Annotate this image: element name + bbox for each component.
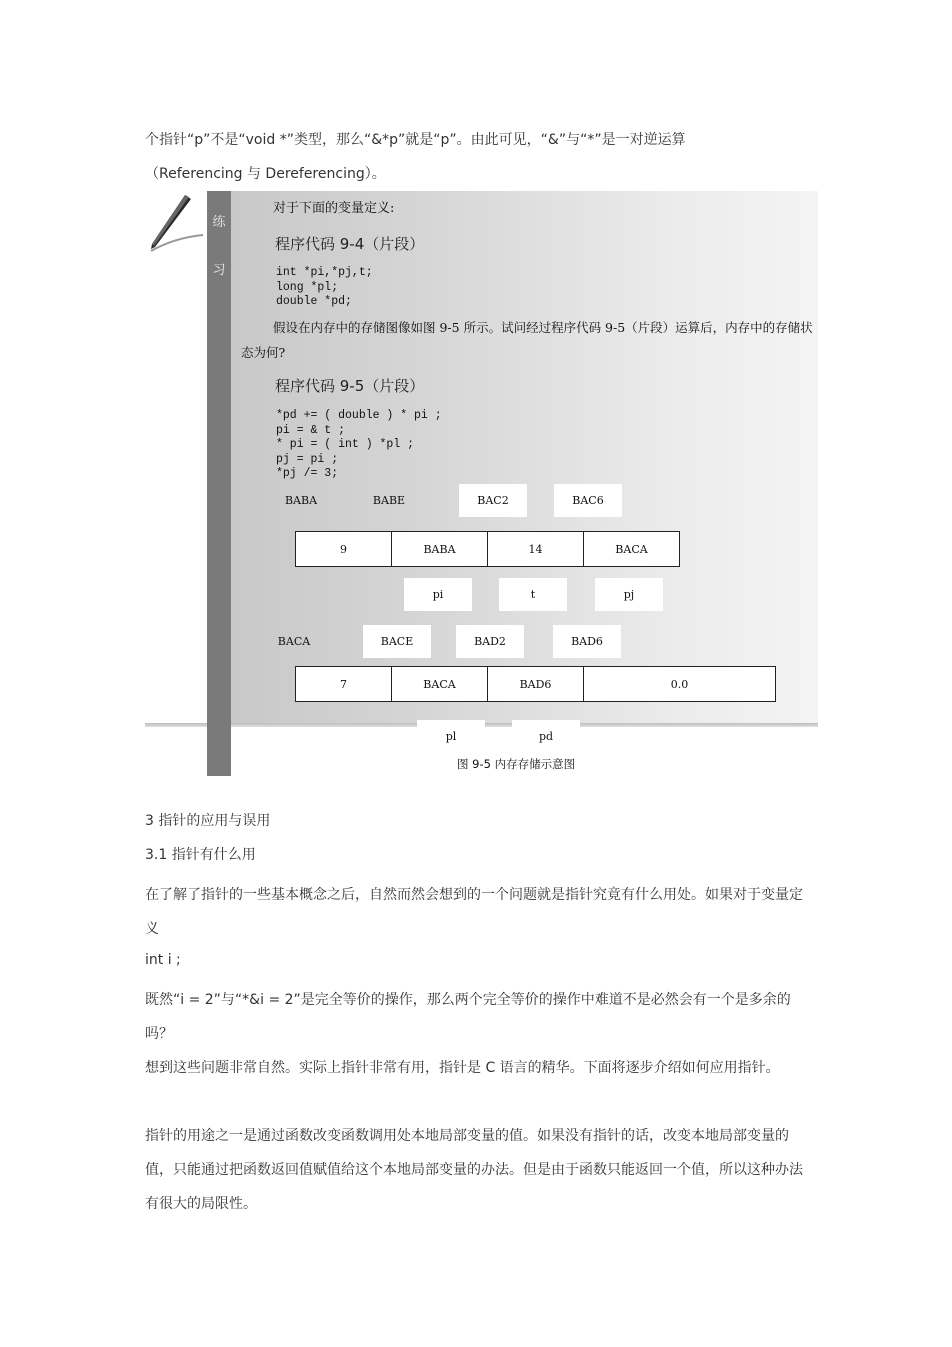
paragraph-4: 指针的用途之一是通过函数改变函数调用处本地局部变量的值。如果没有指针的话，改变本地局部变量的值，只能通过把函数返回值赋值给这个本地局部变量的办法。但是由于函数只能返回一个值，所以这种办法有很大的局限性。 <box>145 1128 803 1212</box>
paragraph-3: 想到这些问题非常自然。实际上指针非常有用，指针是 C 语言的精华。下面将逐步介绍如何应用指针。 <box>145 1060 780 1076</box>
paragraph-1: 在了解了指针的一些基本概念之后，自然而然会想到的一个问题就是指针究竟有什么用处。如果对于变量定义 <box>145 887 803 937</box>
address-label: BACE <box>363 625 431 658</box>
variable-label: pl <box>417 720 485 753</box>
code-block-9-5: *pd += ( double ) * pi ; pi = & t ; * pi = ( int ) *pl ; pj = pi ; *pj /= 3; <box>276 409 442 480</box>
side-label-exercise: 习 <box>212 263 226 278</box>
address-label: BABA <box>284 494 318 507</box>
address-label: BAD6 <box>553 625 621 658</box>
section-subheading: 3.1 指针有什么用 <box>145 847 256 863</box>
variable-label: pj <box>595 578 663 611</box>
memory-cell: 7 <box>296 667 392 701</box>
memory-cell: 14 <box>488 532 584 566</box>
side-label-practice: 练 <box>212 215 226 230</box>
memory-cell: BACA <box>392 667 488 701</box>
address-label: BAC2 <box>459 484 527 517</box>
memory-row-2 <box>295 666 776 702</box>
variable-label: pi <box>404 578 472 611</box>
intro-line-1: 个指针“p”不是“void *”类型，那么“&*p”就是“p”。由此可见，“&”与“*”是一对逆运算 <box>145 132 686 148</box>
code-title-9-5: 程序代码 9-5（片段） <box>275 377 425 395</box>
variable-label: pd <box>512 720 580 753</box>
paragraph-2: 既然“i = 2”与“*&i = 2”是完全等价的操作，那么两个完全等价的操作中难道不是必然会有一个是多余的吗？ <box>145 992 791 1042</box>
memory-cell: 9 <box>296 532 392 566</box>
exercise-question: 假设在内存中的存储图像如图 9-5 所示。试问经过程序代码 9-5（片段）运算后，内存中的存储状态为何? <box>241 320 813 360</box>
address-label: BACA <box>277 635 311 648</box>
variable-label: t <box>499 578 567 611</box>
code-line: int i ; <box>145 952 181 968</box>
figure-caption: 图 9-5 内存存储示意图 <box>457 757 576 771</box>
address-label: BAD2 <box>456 625 524 658</box>
section-heading: 3 指针的应用与误用 <box>145 813 271 829</box>
intro-line-2: （Referencing 与 Dereferencing）。 <box>145 166 386 182</box>
address-label: BAC6 <box>554 484 622 517</box>
memory-row-1 <box>295 531 680 567</box>
address-label: BABE <box>372 494 406 507</box>
memory-cell: BABA <box>392 532 488 566</box>
memory-cell: BAD6 <box>488 667 584 701</box>
code-block-9-4: int *pi,*pj,t; long *pl; double *pd; <box>276 266 373 308</box>
exercise-intro: 对于下面的变量定义: <box>273 201 395 216</box>
pen-icon <box>145 191 207 253</box>
code-title-9-4: 程序代码 9-4（片段） <box>275 235 425 253</box>
memory-cell: BACA <box>615 542 648 556</box>
exercise-side-strip <box>207 191 231 776</box>
memory-cell: 0.0 <box>670 677 689 691</box>
